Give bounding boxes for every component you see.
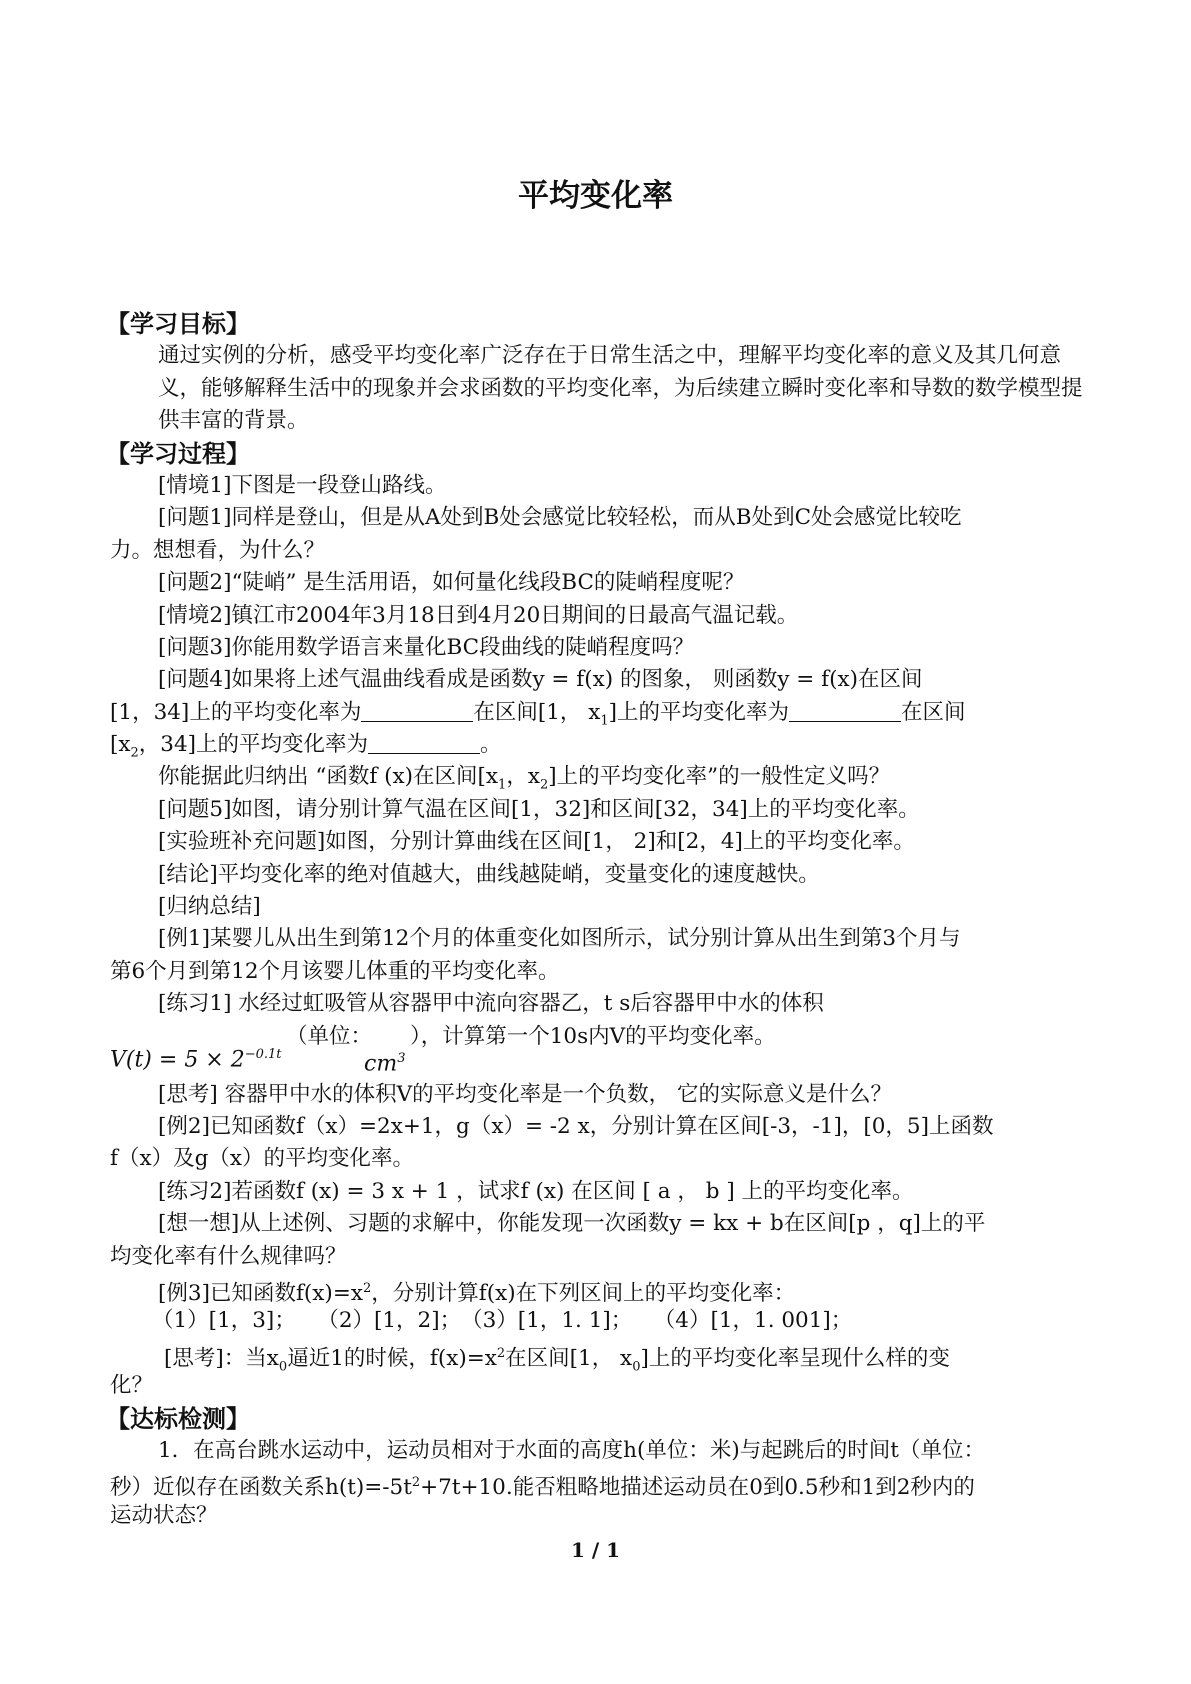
- example-1-line-1: [例1]某婴儿从出生到第12个月的体重变化如图所示，试分别计算从出生到第3个月与: [158, 926, 961, 952]
- practice-1-formula-line: [110, 1021, 1090, 1079]
- subscript: 0: [632, 1359, 641, 1375]
- subscript: 1: [498, 777, 507, 793]
- formula-exponent: −0.1t: [244, 1046, 282, 1062]
- text-run: 在区间[1， x: [473, 699, 601, 725]
- unit-cm: cm: [364, 1050, 398, 1076]
- scenario-2: [情境2]镇江市2004年3月18日到4月20日期间的日最高气温记载。: [158, 602, 799, 628]
- text-run: ，34]上的平均变化率为: [138, 732, 369, 758]
- goal-paragraph: 通过实例的分析，感受平均变化率广泛存在于日常生活之中，理解平均变化率的意义及其几何意义，能够解释生活中的现象并会求函数的平均变化率，为后续建立瞬时变化率和导数的数学模型提供丰富的背景。: [158, 343, 1083, 434]
- section-heading-goals: 【学习目标】: [106, 310, 250, 338]
- think-it-over-line-2: 均变化率有什么规律吗？: [110, 1243, 347, 1269]
- test-1-line-2: [110, 1467, 1090, 1499]
- text-run: [例3]已知函数f(x)=x: [158, 1281, 363, 1307]
- scenario-1: [情境1]下图是一段登山路线。: [158, 472, 447, 498]
- example-3-intervals: （1）[1，3]； （2）[1，2]； （3）[1，1. 1]； （4）[1，1. 001]；: [152, 1308, 853, 1334]
- practice-2: [练习2]若函数f (x) = 3 x + 1 ，试求f (x) 在区间 [ a ， b ] 上的平均变化率。: [158, 1178, 914, 1204]
- question-5: [问题5]如图，请分别计算气温在区间[1，32]和区间[32，34]上的平均变化率。: [158, 796, 920, 822]
- text-run: 。: [480, 732, 502, 758]
- page-title: 平均变化率: [518, 178, 673, 214]
- superscript: 2: [411, 1475, 421, 1491]
- text-run: 在区间[1， x: [505, 1345, 633, 1371]
- example-2-line-2: f（x）及g（x）的平均变化率。: [110, 1146, 414, 1172]
- subscript: 0: [278, 1359, 288, 1375]
- subscript: 2: [130, 745, 139, 761]
- think-2-line-2: 化？: [110, 1373, 154, 1399]
- unit-exponent: 3: [397, 1050, 406, 1066]
- text-run: ]上的平均变化率为: [608, 699, 790, 725]
- text-run: 秒）近似存在函数关系h(t)=-5t: [110, 1475, 412, 1501]
- think-it-over-line-1: [想一想]从上述例、习题的求解中，你能发现一次函数y = kx + b在区间[p ，q]上的平: [158, 1211, 986, 1237]
- document-body: [106, 308, 1090, 1532]
- subscript: 1: [600, 713, 609, 728]
- text-run: 逼近1的时候，f(x)=x: [287, 1345, 497, 1371]
- unit-label: （单位：: [286, 1023, 373, 1049]
- question-1-line-1: [问题1]同样是登山，但是从A处到B处会感觉比较轻松，而从B处到C处会感觉比较吃: [158, 505, 962, 531]
- example-1-line-2: 第6个月到第12个月该婴儿体重的平均变化率。: [110, 958, 560, 984]
- text-run: ，分别计算f(x)在下列区间上的平均变化率：: [371, 1281, 796, 1307]
- subscript: 2: [539, 777, 549, 793]
- volume-formula: [110, 1039, 282, 1077]
- unit-cm3: [364, 1043, 405, 1081]
- section-heading-test: 【达标检测】: [106, 1404, 250, 1433]
- think-2-line-1: [110, 1338, 1090, 1375]
- think-1: [思考] 容器甲中水的体积V的平均变化率是一个负数， 它的实际意义是什么？: [158, 1081, 892, 1107]
- question-1-line-2: 力。想想看，为什么？: [110, 537, 326, 563]
- question-3: [问题3]你能用数学语言来量化BC段曲线的陡峭程度吗？: [158, 634, 695, 660]
- section-heading-process: 【学习过程】: [106, 439, 250, 468]
- text-run: ），计算第一个10s内V的平均变化率。: [410, 1023, 776, 1049]
- test-1-line-3: 运动状态？: [110, 1502, 218, 1528]
- text-run: ]上的平均变化率呈现什么样的变: [640, 1345, 950, 1371]
- text-run: ，x: [506, 764, 540, 790]
- answer-blank: [361, 699, 473, 722]
- text-run: [1，34]上的平均变化率为: [110, 699, 362, 725]
- example-2-line-1: [例2]已知函数f（x）=2x+1，g（x）= -2 x，分别计算在区间[-3，-1]，[0，5]上函数: [158, 1114, 994, 1139]
- question-4-line-3: [110, 729, 1090, 761]
- question-4-line-1: [问题4]如果将上述气温曲线看成是函数y = f(x) 的图象， 则函数y = f(x)在区间: [158, 667, 923, 693]
- conclusion: [结论]平均变化率的绝对值越大，曲线越陡峭，变量变化的速度越快。: [158, 861, 820, 887]
- question-2: [问题2]“陡峭” 是生活用语，如何量化线段BC的陡峭程度呢？: [158, 570, 745, 596]
- formula-base: V(t) = 5 × 2: [110, 1046, 245, 1072]
- text-run: ]上的平均变化率”的一般性定义吗？: [548, 764, 891, 790]
- answer-blank: [789, 699, 901, 722]
- answer-blank: [368, 731, 480, 754]
- text-run: +7t+10.能否粗略地描述运动员在0到0.5秒和1到2秒内的: [420, 1475, 975, 1501]
- superscript: 2: [496, 1345, 506, 1361]
- extra-question: [实验班补充问题]如图，分别计算曲线在区间[1， 2]和[2，4]上的平均变化率。: [158, 829, 915, 855]
- practice-1-line-1: [练习1] 水经过虹吸管从容器甲中流向容器乙，t s后容器甲中水的体积: [158, 991, 824, 1017]
- superscript: 2: [362, 1280, 372, 1296]
- page-number: 1 / 1: [570, 1538, 621, 1562]
- example-3: [110, 1273, 1090, 1305]
- text-run: 在区间: [901, 699, 966, 725]
- summary-label: [归纳总结]: [158, 894, 261, 920]
- text-run: [x: [110, 732, 131, 758]
- text-run: 你能据此归纳出 “函数f (x)在区间[x: [158, 764, 499, 790]
- test-1-line-1: 1．在高台跳水运动中，运动员相对于水面的高度h(单位：米)与起跳后的时间t（单位：: [158, 1437, 985, 1463]
- text-run: [思考]：当x: [164, 1345, 279, 1371]
- definition-prompt: [110, 761, 1090, 793]
- question-4-line-2: [110, 697, 1090, 729]
